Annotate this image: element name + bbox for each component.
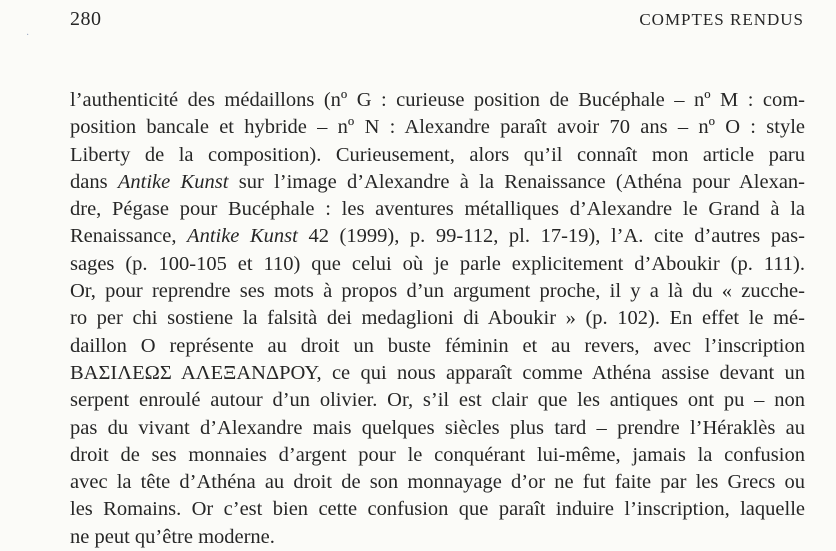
text-line: Or, pour reprendre ses mots à propos d’un argument proche, il y a là du « zucche- xyxy=(70,280,805,303)
text-line: ro per chi sostiene la falsità dei medaglioni di Aboukir » (p. 102). En effet le mé- xyxy=(70,307,805,330)
text-line: serpent enroulé autour d’un olivier. Or, s’il est clair que les antiques ont pu – non xyxy=(70,389,805,412)
text-line: les Romains. Or c’est bien cette confusion que paraît induire l’inscription, laquelle xyxy=(70,498,805,521)
text-line: l’authenticité des médaillons (nº G : curieuse position de Bucéphale – nº M : com- xyxy=(70,89,805,111)
text-line: droit de ses monnaies d’argent pour le conquérant lui-même, jamais la confusion xyxy=(70,443,805,466)
text-line: avec la tête d’Athéna au droit de son monnayage d’or ne fut faite par les Grecs ou xyxy=(70,471,805,494)
text-line: daillon O représente au droit un buste féminin et au revers, avec l’inscription xyxy=(70,334,805,357)
text-line: dre, Pégase pour Bucéphale : les aventures métalliques d’Alexandre le Grand à la xyxy=(70,198,805,221)
margin-mark: · xyxy=(26,30,30,41)
running-head: COMPTES RENDUS xyxy=(639,10,804,29)
journal-title: Antike Kunst xyxy=(187,225,298,248)
body-text xyxy=(70,87,805,551)
text-line: ne peut qu’être moderne. xyxy=(70,525,275,548)
text-line: position bancale et hybride – nº N : Alexandre paraît avoir 70 ans – nº O : style xyxy=(70,116,805,139)
journal-title: Antike Kunst xyxy=(117,170,229,193)
text-line: Renaissance, Antike Kunst 42 (1999), p. 99-112, pl. 17-19), l’A. cite d’autres pas- xyxy=(70,225,805,248)
text-line: dans Antike Kunst sur l’image d’Alexandre à la Renaissance (Athéna pour Alexan- xyxy=(70,170,805,193)
page-number: 280 xyxy=(70,8,102,30)
text-line: pas du vivant d’Alexandre mais quelques siècles plus tard – prendre l’Héraklès au xyxy=(70,416,805,439)
text-line: Liberty de la composition). Curieusement, alors qu’il connaît mon article paru xyxy=(70,143,805,166)
text-line: ΒΑΣΙΛΕΩΣ ΑΛΕΞΑΝΔΡΟΥ, ce qui nous apparaît comme Athéna assise devant un xyxy=(70,361,805,384)
text-line: sages (p. 100-105 et 110) que celui où je parle explicitement d’Aboukir (p. 111). xyxy=(70,252,805,275)
